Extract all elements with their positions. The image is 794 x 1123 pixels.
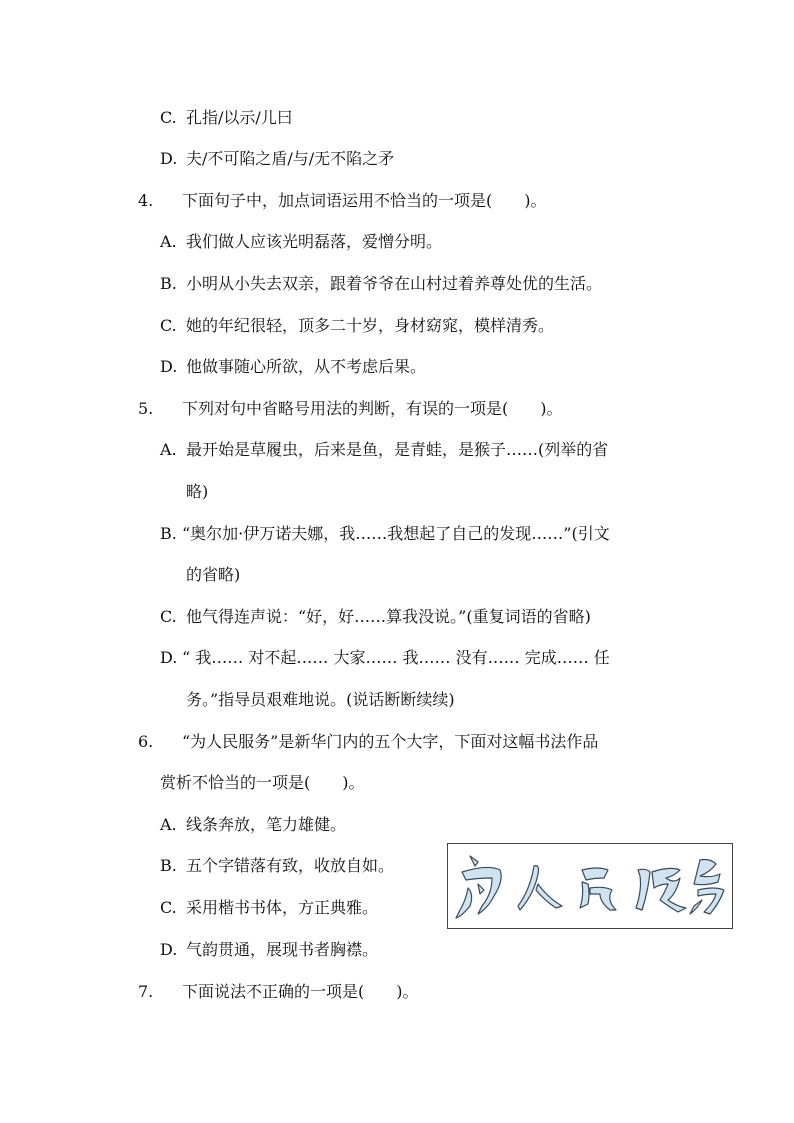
q6-option-c: [160, 898, 378, 918]
option-text: 他做事随心所欲，从不考虑后果。: [186, 357, 427, 376]
option-letter: A.: [160, 232, 177, 251]
option-text: 最开始是草履虫，后来是鱼，是青蛙，是猴子……(列举的省: [186, 440, 609, 459]
option-letter: C.: [160, 316, 177, 335]
q6-option-d: [160, 940, 378, 960]
q3-option-c: [160, 108, 293, 128]
q7-number: 7.: [138, 982, 154, 1001]
q5-option-b: [160, 524, 610, 544]
option-text: 线条奔放，笔力雄健。: [186, 815, 347, 834]
option-text: 我们做人应该光明磊落，爱憎分明。: [186, 232, 443, 251]
q6-number: 6.: [138, 732, 154, 751]
calligraphy-char-4: [636, 868, 686, 912]
q4-option-a: [160, 232, 442, 252]
option-text: 孔指/以示/儿曰: [186, 108, 293, 127]
option-letter: C.: [160, 108, 177, 127]
q6-stem: “为人民服务”是新华门内的五个大字，下面对这幅书法作品: [182, 732, 599, 751]
q5-option-a: [160, 440, 608, 460]
option-text: “奥尔加·伊万诺夫娜，我……我想起了自己的发现……”(引文: [182, 524, 610, 543]
q5-number: 5.: [138, 399, 154, 418]
option-letter: B.: [160, 524, 177, 543]
q6-option-b: [160, 856, 394, 876]
q5-option-d-continued: 务。”指导员艰难地说。(说话断断续续): [186, 690, 455, 709]
q4-option-c: [160, 316, 554, 336]
option-letter: B.: [160, 274, 177, 293]
option-text: 小明从小失去双亲，跟着爷爷在山村过着养尊处优的生活。: [186, 274, 603, 293]
q5-option-a-continued: 略): [186, 482, 209, 501]
option-letter: C.: [160, 898, 177, 917]
q5-stem: 下列对句中省略号用法的判断，有误的一项是( )。: [182, 399, 563, 418]
option-text: “ 我…… 对不起…… 大家…… 我…… 没有…… 完成…… 任: [182, 648, 610, 667]
q5-option-c: [160, 607, 591, 627]
option-letter: D.: [160, 357, 178, 376]
q3-option-d: [160, 149, 394, 169]
q5-option-b-continued: 的省略): [186, 565, 241, 584]
calligraphy-char-3: [580, 868, 616, 910]
calligraphy-char-2: [518, 866, 562, 910]
q6-stem-continued: 赏析不恰当的一项是( )。: [160, 773, 365, 792]
option-text: 气韵贯通，展现书者胸襟。: [186, 940, 379, 959]
option-letter: D.: [160, 940, 178, 959]
calligraphy-strokes: [448, 844, 732, 928]
option-text: 她的年纪很轻，顶多二十岁，身材窈窕，模样清秀。: [186, 316, 555, 335]
option-text: 采用楷书书体，方正典雅。: [186, 898, 379, 917]
option-text: 五个字错落有致，收放自如。: [186, 856, 395, 875]
q5-option-d: [160, 648, 610, 668]
option-letter: C.: [160, 607, 177, 626]
q7-stem: 下面说法不正确的一项是( )。: [182, 982, 419, 1001]
q4-option-d: [160, 357, 426, 377]
calligraphy-char-1: [456, 856, 501, 918]
option-text: 夫/不可陷之盾/与/无不陷之矛: [186, 149, 395, 168]
option-letter: D.: [160, 149, 178, 168]
q4-number: 4.: [138, 191, 154, 210]
option-letter: A.: [160, 440, 177, 459]
q4-option-b: [160, 274, 602, 294]
calligraphy-char-5: [690, 860, 724, 915]
option-letter: D.: [160, 648, 178, 667]
q4-stem: 下面句子中，加点词语运用不恰当的一项是( )。: [182, 191, 547, 210]
option-letter: A.: [160, 815, 177, 834]
option-text: 他气得连声说：“好，好……算我没说。”(重复词语的省略): [186, 607, 591, 626]
option-letter: B.: [160, 856, 177, 875]
q6-option-a: [160, 815, 346, 835]
calligraphy-image: [447, 843, 733, 929]
